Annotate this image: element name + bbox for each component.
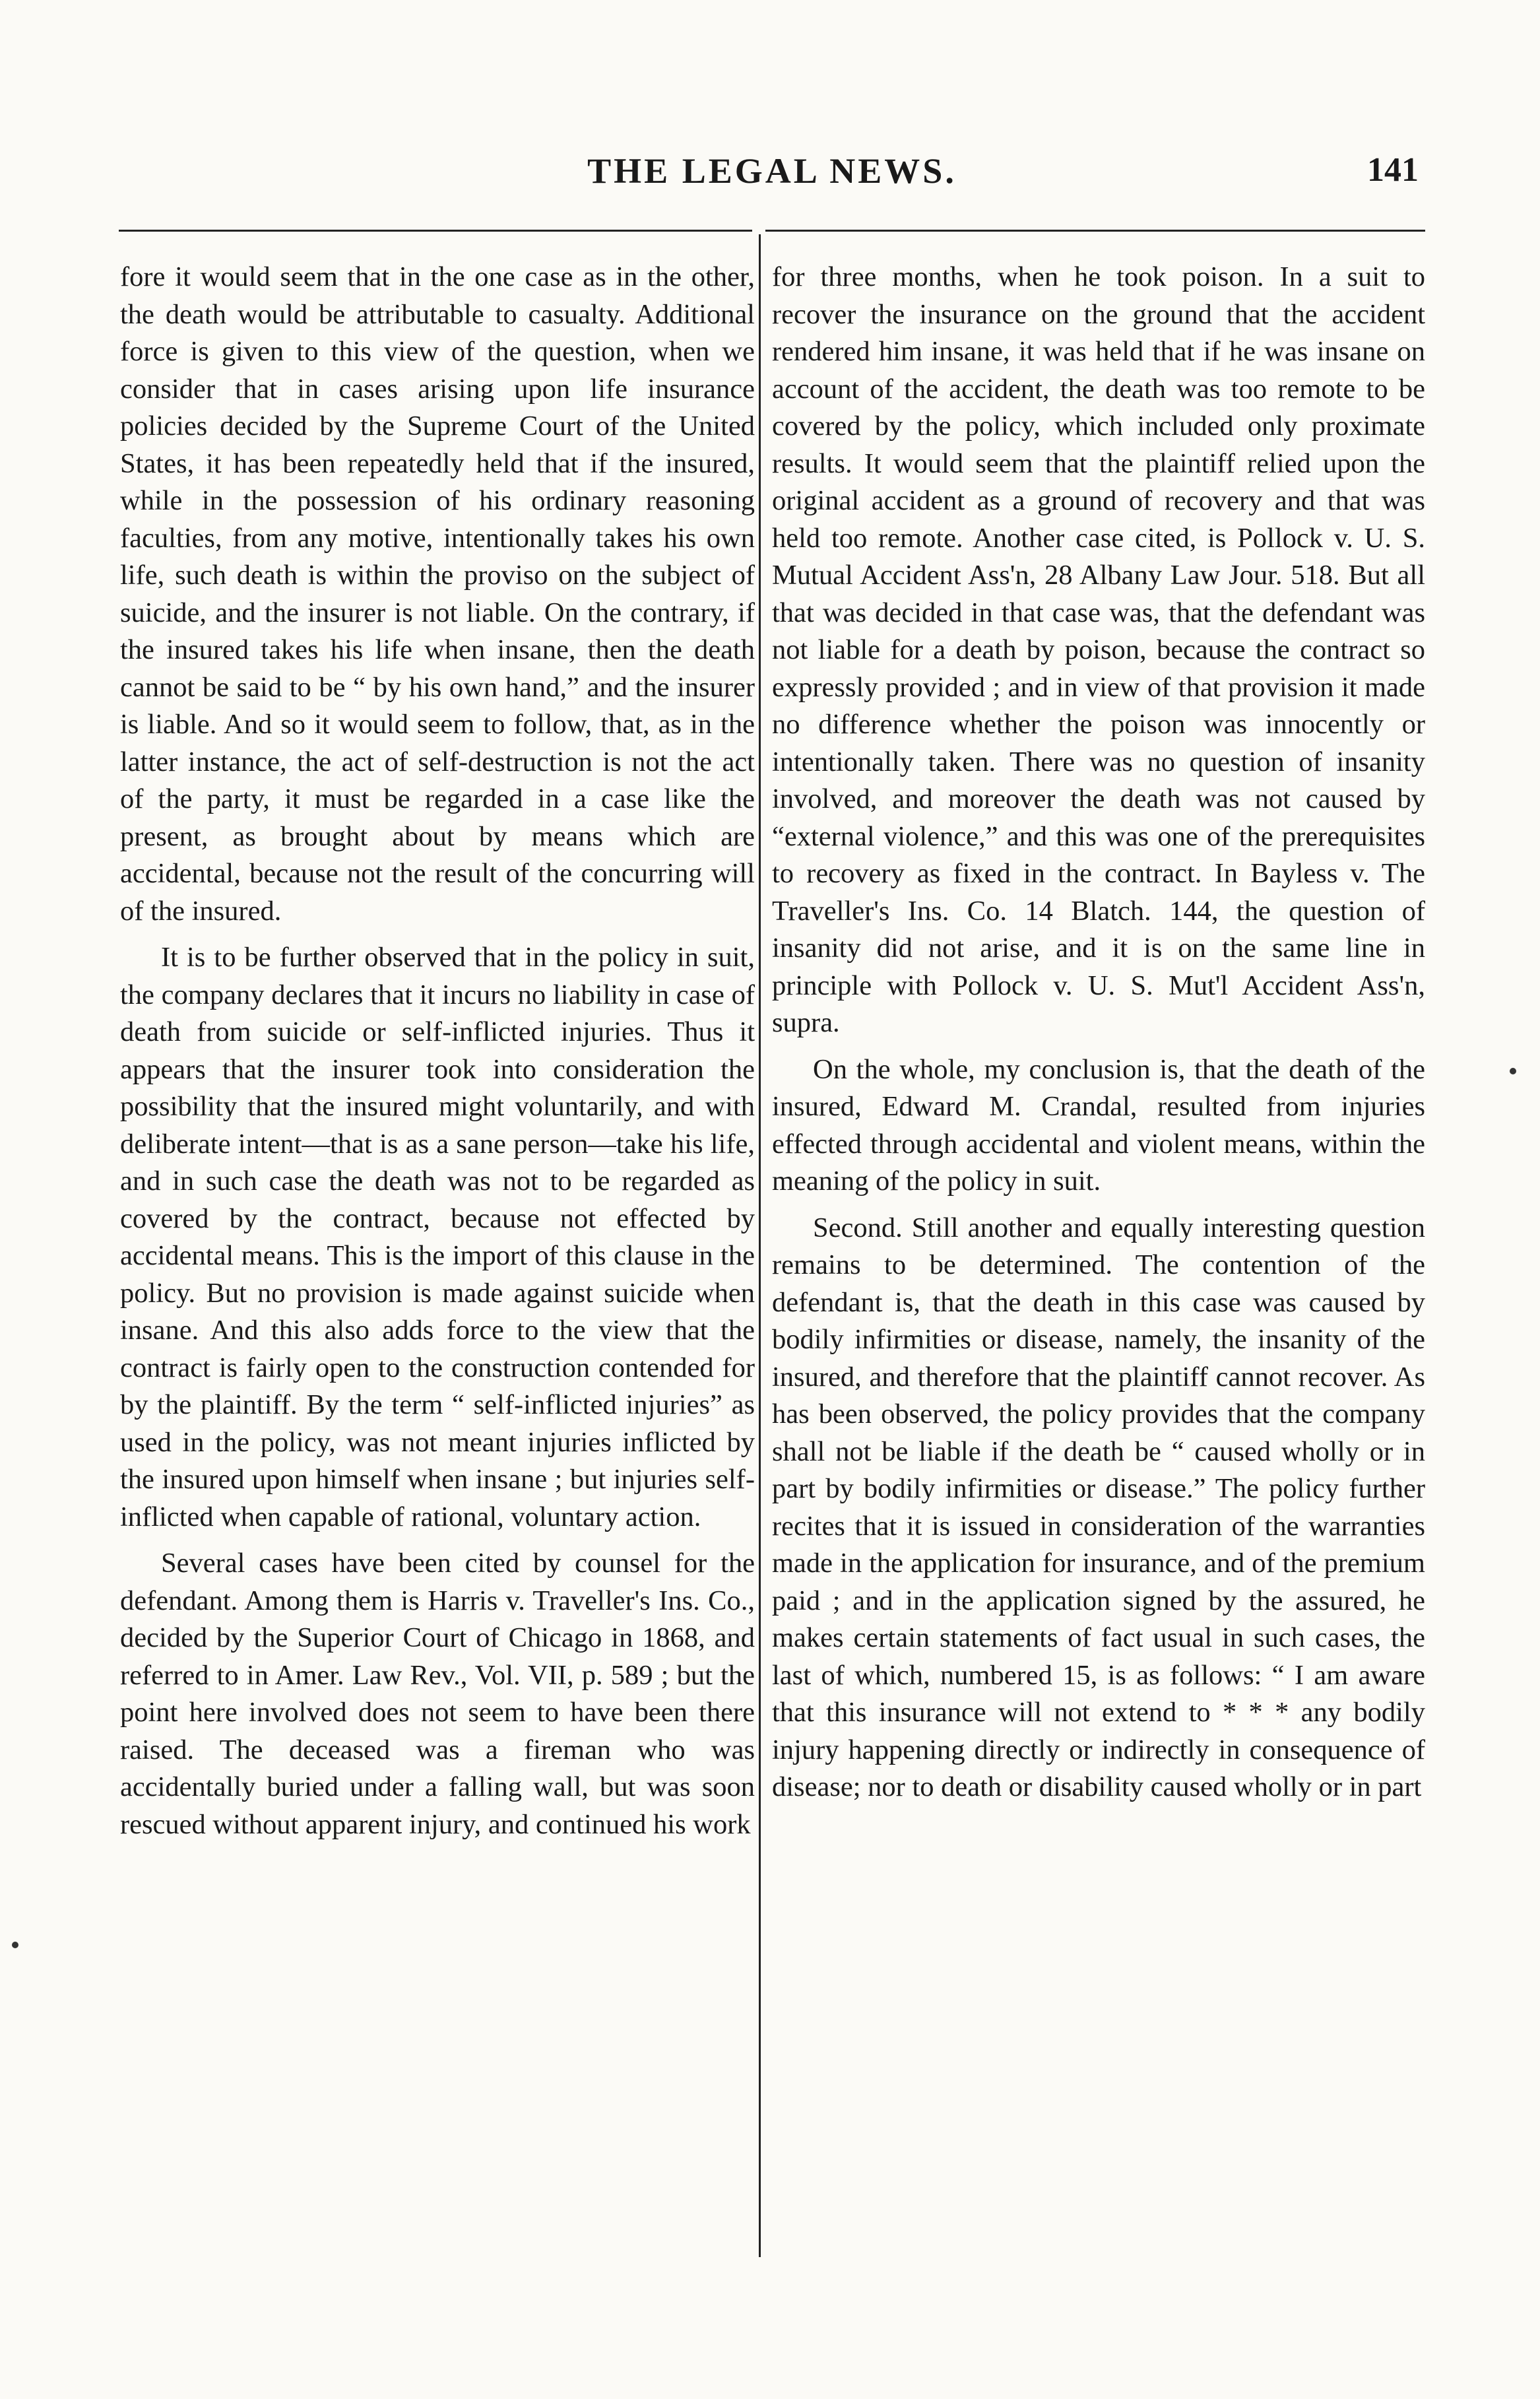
right-paragraph-3: Second. Still another and equally interesting question remains to be determined. The contention of the defendant is, that the death in this case was caused by bodily infirmities or disease, namely, the insanity of the insured, and therefore that the plaintiff cannot recover. As has been observed, the policy provides that the company shall not be liable if the death be “ caused wholly or in part by bodily infirmities or disease.” The policy further recites that it is issued in consideration of the warranties made in the application for insurance, and of the premium paid ; and in the application signed by the assured, he makes certain statements of fact usual in such cases, the last of which, numbered 15, is as follows: “ I am aware that this insurance will not extend to * * * any bodily injury happening directly or indirectly in consequence of disease; nor to death or disability caused wholly or in part	[772, 1212, 1425, 1802]
left-paragraph-2: It is to be further observed that in the policy in suit, the company declares that it incurs no liability in case of death from suicide or self-inflicted injuries. Thus it appears that the insurer took into consideration the possibility that the insured might voluntarily, and with deliberate intent—that is as a sane person—take his life, and in such case the death was not to be regarded as covered by the contract, because not effected by accidental means. This is the import of this clause in the policy. But no provision is made against suicide when insane. And this also adds force to the view that the contract is fairly open to the construction contended for by the plaintiff. By the term “ self-inflicted injuries” as used in the policy, was not meant injuries inflicted by the insured upon himself when insane ; but injuries self-inflicted when capable of rational, voluntary action.	[120, 942, 755, 1532]
right-paragraph-1: for three months, when he took poison. In a suit to recover the insurance on the ground that the accident rendered him insane, it was held that if he was insane on account of the accident, the death was too remote to be covered by the policy, which included only proximate results. It would seem that the plaintiff relied upon the original accident as a ground of recovery and that was held too remote. Another case cited, is Pollock v. U. S. Mutual Accident Ass'n, 28 Albany Law Jour. 518. But all that was decided in that case was, that the defendant was not liable for a death by poison, because the contract so expressly provided ; and in view of that provision it made no difference whether the poison was innocently or intentionally taken. There was no question of insanity involved, and moreover the death was not caused by “external violence,” and this was one of the prerequisites to recovery as fixed in the contract. In Bayless v. The Traveller's Ins. Co. 14 Blatch. 144, the question of insanity did not arise, and it is on the same line in principle with Pollock v. U. S. Mut'l Accident Ass'n, supra.	[772, 261, 1425, 1038]
right-paragraph-2: On the whole, my conclusion is, that the death of the insured, Edward M. Crandal, resulted from injuries effected through accidental and violent means, within the meaning of the policy in suit.	[772, 1053, 1425, 1197]
left-paragraph-3: Several cases have been cited by counsel for the defendant. Among them is Harris v. Traveller's Ins. Co., decided by the Superior Court of Chicago in 1868, and referred to in Amer. Law Rev., Vol. VII, p. 589 ; but the point here involved does not seem to have been there raised. The deceased was a fireman who was accidentally buried under a falling wall, but was soon rescued without apparent injury, and continued his work	[120, 1548, 755, 1840]
page-header	[119, 150, 1425, 210]
print-speck	[1510, 1068, 1516, 1074]
header-rule-right	[765, 230, 1425, 232]
header-rule-left	[119, 230, 752, 232]
left-column	[120, 259, 755, 1843]
print-speck	[12, 1942, 18, 1948]
left-paragraph-1: fore it would seem that in the one case as in the other, the death would be attributable to casualty. Additional force is given to this view of the question, when we consider that in cases arising upon life insurance policies decided by the Supreme Court of the United States, it has been repeatedly held that if the insured, while in the possession of his ordinary reasoning faculties, from any motive, intentionally takes his own life, such death is within the proviso on the subject of suicide, and the insurer is not liable. On the contrary, if the insured takes his life when insane, then the death cannot be said to be “ by his own hand,” and the insurer is liable. And so it would seem to follow, that, as in the latter instance, the act of self-destruction is not the act of the party, it must be regarded in a case like the present, as brought about by means which are accidental, because not the result of the concurring will of the insured.	[120, 261, 755, 927]
right-column	[772, 259, 1425, 1806]
page-number: 141	[1367, 151, 1419, 189]
column-divider	[759, 234, 761, 2257]
page-title: THE LEGAL NEWS.	[587, 151, 957, 191]
